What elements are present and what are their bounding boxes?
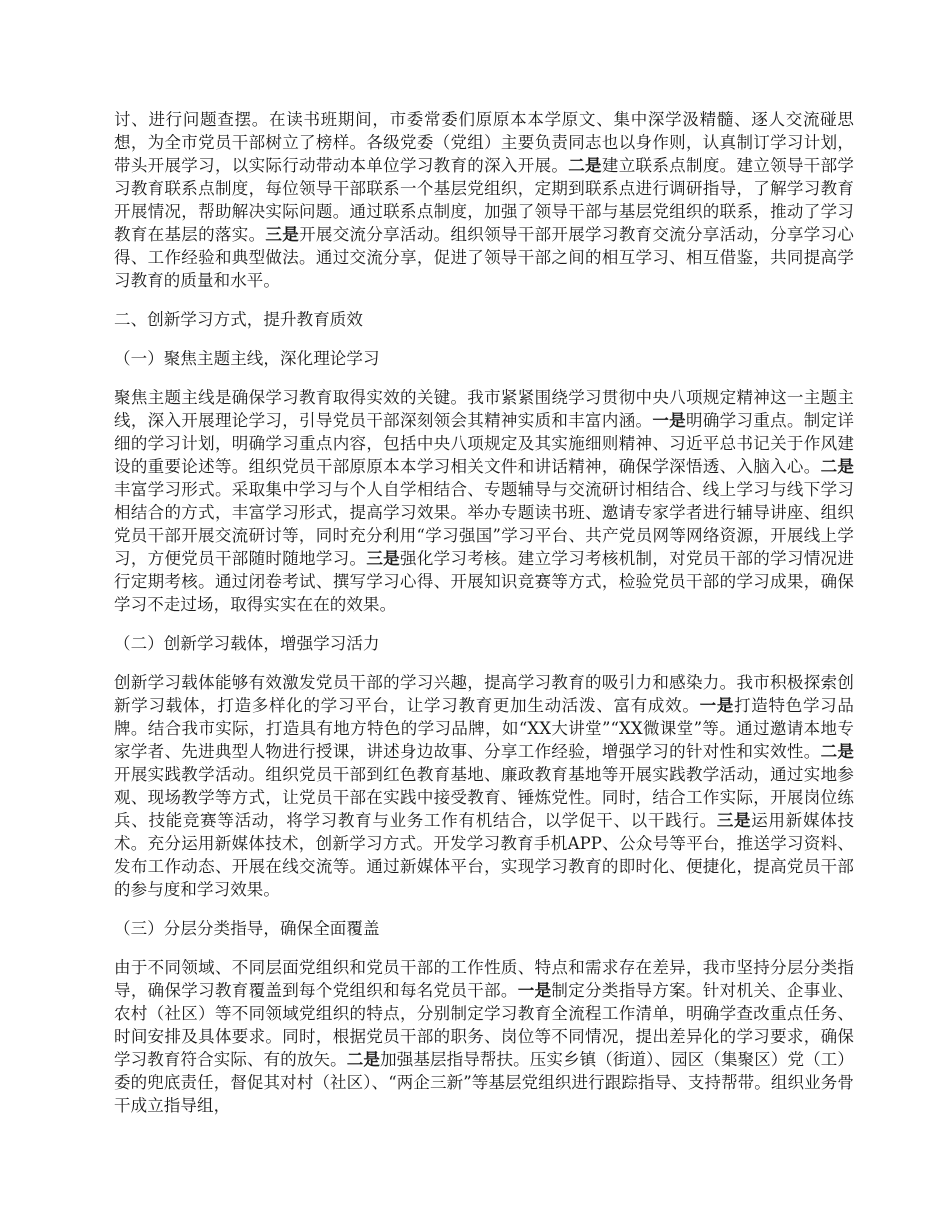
subsection-heading-2: （二）创新学习载体，增强学习活力 (114, 634, 380, 653)
paragraph-1: 讨、进行问题查摆。在读书班期间，市委常委们原原本本学原文、集中深学汲精髓、逐人交流碰思想，为全市党员干部树立了榜样。各级党委（党组）主要负责同志也以身作则，认真制订学习计划，带头开展学习，以实际行动带动本单位学习教育的深入开展。二是建立联系点制度。建立领导干部学习教育联系点制度，每位领导干部联系一个基层党组织，定期到联系点进行调研指导，了解学习教育开展情况，帮助解决实际问题。通过联系点制度，加强了领导干部与基层党组织的联系，推动了学习教育在基层的落实。三是开展交流分享活动。组织领导干部开展学习教育交流分享活动，分享学习心得、工作经验和典型做法。通过交流分享，促进了领导干部之间的相互学习、相互借鉴，共同提高学习教育的质量和水平。 (114, 110, 855, 290)
point-one-label: 一是 (517, 981, 552, 1000)
point-one-label: 一是 (699, 696, 735, 715)
paragraph-3: 创新学习载体能够有效激发党员干部的学习兴趣，提高学习教育的吸引力和感染力。我市积极探索创新学习载体，打造多样化的学习平台，让学习教育更加生动活泼、富有成效。一是打造特色学习品牌。结合我市实际，打造具有地方特色的学习品牌，如“XX大讲堂”“XX微课堂”等。通过邀请本地专家学者、先进典型人物进行授课，讲述身边故事、分享工作经验，增强学习的针对性和实效性。二是开展实践教学活动。组织党员干部到红色教育基地、廉政教育基地等开展实践教学活动，通过实地参观、现场教学等方式，让党员干部在实践中接受教育、锤炼党性。同时，结合工作实际，开展岗位练兵、技能竞赛等活动，将学习教育与业务工作有机结合，以学促干、以干践行。三是运用新媒体技术。充分运用新媒体技术，创新学习方式。开发学习教育手机APP、公众号等平台，推送学习资料、发布工作动态、开展在线交流等。通过新媒体平台，实现学习教育的即时化、便捷化，提高党员干部的参与度和学习效果。 (114, 673, 855, 899)
subsection-heading-3: （三）分层分类指导，确保全面覆盖 (114, 919, 380, 938)
point-two-label: 二是 (346, 1050, 381, 1069)
point-two-label: 二是 (820, 742, 855, 761)
point-three-label: 三是 (716, 811, 752, 830)
section-heading-2: 二、创新学习方式，提升教育质效 (114, 310, 363, 329)
point-three-label: 三是 (265, 225, 300, 244)
paragraph-4: 由于不同领域、不同层面党组织和党员干部的工作性质、特点和需求存在差异，我市坚持分层分类指导，确保学习教育覆盖到每个党组织和每名党员干部。一是制定分类指导方案。针对机关、企事业、农村（社区）等不同领域党组织的特点，分别制定学习教育全流程工作清单，明确学查改重点任务、时间安排及具体要求。同时，根据党员干部的职务、岗位等不同情况，提出差异化的学习要求，确保学习教育符合实际、有的放矢。二是加强基层指导帮扶。压实乡镇（街道）、园区（集聚区）党（工）委的兜底责任，督促其对村（社区）、“两企三新”等基层党组织进行跟踪指导、支持帮带。组织业务骨干成立指导组， (114, 958, 854, 1115)
point-three-label: 三是 (366, 549, 401, 568)
paragraph-2: 聚焦主题主线是确保学习教育取得实效的关键。我市紧紧围绕学习贯彻中央八项规定精神这一主题主线，深入开展理论学习，引导党员干部深刻领会其精神实质和丰富内涵。一是明确学习重点。制定详细的学习计划，明确学习重点内容，包括中央八项规定及其实施细则精神、习近平总书记关于作风建设的重要论述等。组织党员干部原原本本学习相关文件和讲话精神，确保学深悟透、入脑入心。二是丰富学习形式。采取集中学习与个人自学相结合、专题辅导与交流研讨相结合、线上学习与线下学习相结合的方式，丰富学习形式，提高学习效果。举办专题读书班、邀请专家学者进行辅导讲座、组织党员干部开展交流研讨等，同时充分利用“学习强国”学习平台、共产党员网等网络资源，开展线上学习，方便党员干部随时随地学习。三是强化学习考核。建立学习考核机制，对党员干部的学习情况进行定期考核。通过闭卷考试、撰写学习心得、开展知识竞赛等方式，检验党员干部的学习成果，确保学习不走过场，取得实实在在的效果。 (114, 388, 855, 614)
point-two-label: 二是 (820, 457, 855, 476)
document-body (114, 108, 854, 1117)
subsection-heading-1: （一）聚焦主题主线，深化理论学习 (114, 349, 380, 368)
point-one-label: 一是 (652, 411, 686, 430)
point-two-label: 二是 (568, 156, 602, 175)
